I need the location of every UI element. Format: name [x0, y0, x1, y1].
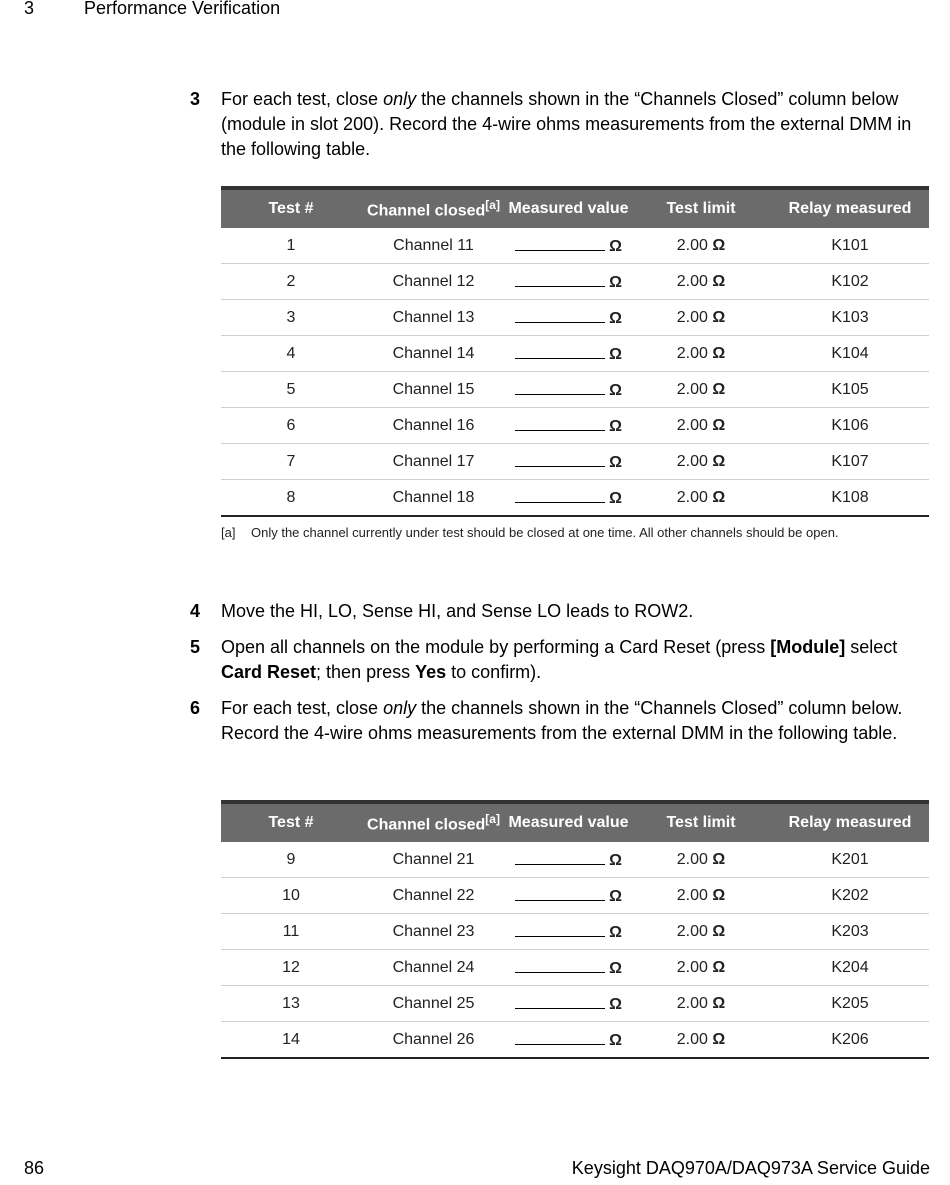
step-number: 6 — [190, 698, 201, 718]
cell-measured — [506, 1022, 631, 1059]
limit-value: 2.00 — [676, 452, 708, 470]
header-test: Test # — [221, 188, 361, 228]
blank-entry-line — [515, 1030, 605, 1045]
cell-limit — [631, 228, 771, 264]
table-footnote: [a] Only the channel currently under test should be closed at one time. All other channels should be open. — [221, 525, 839, 540]
cell-limit — [631, 842, 771, 878]
step-number: 3 — [190, 89, 201, 109]
cell-limit — [631, 336, 771, 372]
cell-relay: K104 — [771, 336, 929, 372]
limit-value: 2.00 — [676, 236, 708, 254]
step-text: For each test, close only the channels shown in the “Channels Closed” column below (module in slot 200). Record the 4-wire ohms measurements from the external DMM in the following table. — [221, 89, 912, 159]
cell-test: 8 — [221, 480, 361, 517]
table-row — [221, 444, 929, 480]
cell-channel: Channel 11 — [361, 228, 506, 264]
blank-entry-line — [515, 344, 605, 359]
cell-channel: Channel 15 — [361, 372, 506, 408]
cell-test: 10 — [221, 878, 361, 914]
blank-entry-line — [515, 994, 605, 1009]
cell-limit — [631, 264, 771, 300]
table-row — [221, 372, 929, 408]
ohm-unit: Ω — [712, 272, 726, 290]
header-channel: Channel closed[a] — [361, 802, 506, 842]
cell-channel: Channel 23 — [361, 914, 506, 950]
ohm-unit: Ω — [712, 236, 726, 254]
ohm-unit: Ω — [609, 237, 622, 255]
limit-value: 2.00 — [676, 416, 708, 434]
ohm-unit: Ω — [609, 417, 622, 435]
ohm-unit: Ω — [609, 489, 622, 507]
limit-value: 2.00 — [676, 994, 708, 1012]
blank-entry-line — [515, 488, 605, 503]
step-number: 4 — [190, 601, 201, 621]
ohm-unit: Ω — [609, 309, 622, 327]
header-relay: Relay measured — [771, 802, 929, 842]
cell-channel: Channel 13 — [361, 300, 506, 336]
header-limit: Test limit — [631, 188, 771, 228]
cell-measured — [506, 264, 631, 300]
limit-value: 2.00 — [676, 344, 708, 362]
blank-entry-line — [515, 416, 605, 431]
table-row — [221, 986, 929, 1022]
header-measured: Measured value — [506, 188, 631, 228]
cell-measured — [506, 444, 631, 480]
cell-measured — [506, 336, 631, 372]
limit-value: 2.00 — [676, 308, 708, 326]
ohm-unit: Ω — [609, 995, 622, 1013]
cell-limit — [631, 986, 771, 1022]
cell-limit — [631, 914, 771, 950]
ohm-unit: Ω — [609, 959, 622, 977]
cell-measured — [506, 842, 631, 878]
ohm-unit: Ω — [609, 273, 622, 291]
table-row — [221, 264, 929, 300]
ohm-unit: Ω — [712, 958, 726, 976]
cell-channel: Channel 18 — [361, 480, 506, 517]
cell-limit — [631, 480, 771, 517]
cell-test: 7 — [221, 444, 361, 480]
cell-relay: K202 — [771, 878, 929, 914]
table-row — [221, 300, 929, 336]
cell-test: 14 — [221, 1022, 361, 1059]
step-number: 5 — [190, 637, 201, 657]
footnote-marker: [a] — [485, 811, 500, 826]
table-header-row — [221, 802, 929, 842]
cell-limit — [631, 444, 771, 480]
cell-test: 4 — [221, 336, 361, 372]
footnote-marker: [a] — [485, 197, 500, 212]
ohm-unit: Ω — [712, 1030, 726, 1048]
cell-channel: Channel 16 — [361, 408, 506, 444]
cell-channel: Channel 26 — [361, 1022, 506, 1059]
cell-relay: K101 — [771, 228, 929, 264]
yes-label: Yes — [415, 662, 447, 682]
cell-test: 6 — [221, 408, 361, 444]
ohm-unit: Ω — [712, 488, 726, 506]
limit-value: 2.00 — [676, 488, 708, 506]
ohm-unit: Ω — [712, 416, 726, 434]
header-limit: Test limit — [631, 802, 771, 842]
cell-test: 13 — [221, 986, 361, 1022]
blank-entry-line — [515, 922, 605, 937]
cell-relay: K205 — [771, 986, 929, 1022]
page-number: 86 — [24, 1158, 45, 1178]
step-text: For each test, close only the channels shown in the “Channels Closed” column below. Record the 4-wire ohms measurements from the external DMM in the following table. — [221, 698, 903, 743]
table-row — [221, 408, 929, 444]
cell-channel: Channel 22 — [361, 878, 506, 914]
measurement-table-1 — [221, 186, 929, 517]
ohm-unit: Ω — [712, 308, 726, 326]
limit-value: 2.00 — [676, 958, 708, 976]
ohm-unit: Ω — [712, 344, 726, 362]
header-channel: Channel closed[a] — [361, 188, 506, 228]
cell-test: 5 — [221, 372, 361, 408]
card-reset-label: Card Reset — [221, 662, 317, 682]
table-row — [221, 878, 929, 914]
cell-relay: K203 — [771, 914, 929, 950]
cell-relay: K102 — [771, 264, 929, 300]
cell-relay: K204 — [771, 950, 929, 986]
header-relay: Relay measured — [771, 188, 929, 228]
chapter-number: 3 — [24, 0, 35, 18]
blank-entry-line — [515, 886, 605, 901]
cell-measured — [506, 300, 631, 336]
cell-test: 11 — [221, 914, 361, 950]
table-row — [221, 842, 929, 878]
cell-relay: K107 — [771, 444, 929, 480]
cell-channel: Channel 12 — [361, 264, 506, 300]
cell-relay: K105 — [771, 372, 929, 408]
ohm-unit: Ω — [712, 380, 726, 398]
limit-value: 2.00 — [676, 272, 708, 290]
cell-measured — [506, 986, 631, 1022]
cell-limit — [631, 408, 771, 444]
cell-measured — [506, 228, 631, 264]
module-key: [Module] — [770, 637, 846, 657]
limit-value: 2.00 — [676, 922, 708, 940]
blank-entry-line — [515, 850, 605, 865]
step-text: Move the HI, LO, Sense HI, and Sense LO leads to ROW2. — [221, 601, 694, 621]
cell-channel: Channel 17 — [361, 444, 506, 480]
table-row — [221, 914, 929, 950]
cell-limit — [631, 372, 771, 408]
table-row — [221, 336, 929, 372]
table-row — [221, 228, 929, 264]
cell-measured — [506, 408, 631, 444]
cell-limit — [631, 300, 771, 336]
ohm-unit: Ω — [609, 381, 622, 399]
cell-test: 3 — [221, 300, 361, 336]
cell-channel: Channel 25 — [361, 986, 506, 1022]
blank-entry-line — [515, 272, 605, 287]
cell-relay: K206 — [771, 1022, 929, 1059]
ohm-unit: Ω — [609, 851, 622, 869]
cell-test: 9 — [221, 842, 361, 878]
cell-measured — [506, 480, 631, 517]
cell-measured — [506, 950, 631, 986]
cell-channel: Channel 24 — [361, 950, 506, 986]
blank-entry-line — [515, 380, 605, 395]
limit-value: 2.00 — [676, 886, 708, 904]
measurement-table-2 — [221, 800, 929, 1059]
cell-test: 2 — [221, 264, 361, 300]
ohm-unit: Ω — [609, 345, 622, 363]
ohm-unit: Ω — [609, 453, 622, 471]
blank-entry-line — [515, 308, 605, 323]
cell-measured — [506, 372, 631, 408]
ohm-unit: Ω — [712, 994, 726, 1012]
guide-title: Keysight DAQ970A/DAQ973A Service Guide — [571, 1158, 930, 1178]
blank-entry-line — [515, 452, 605, 467]
ohm-unit: Ω — [712, 850, 726, 868]
cell-relay: K106 — [771, 408, 929, 444]
cell-measured — [506, 914, 631, 950]
cell-relay: K103 — [771, 300, 929, 336]
ohm-unit: Ω — [609, 887, 622, 905]
cell-relay: K201 — [771, 842, 929, 878]
cell-relay: K108 — [771, 480, 929, 517]
cell-channel: Channel 21 — [361, 842, 506, 878]
ohm-unit: Ω — [712, 922, 726, 940]
chapter-title: Performance Verification — [84, 0, 281, 18]
limit-value: 2.00 — [676, 850, 708, 868]
blank-entry-line — [515, 958, 605, 973]
ohm-unit: Ω — [609, 1031, 622, 1049]
ohm-unit: Ω — [712, 886, 726, 904]
step-text: Open all channels on the module by performing a Card Reset (press [Module] select Card Reset; then press Yes to confirm). — [221, 637, 898, 682]
header-measured: Measured value — [506, 802, 631, 842]
cell-test: 1 — [221, 228, 361, 264]
limit-value: 2.00 — [676, 380, 708, 398]
table-row — [221, 1022, 929, 1059]
cell-limit — [631, 950, 771, 986]
header-test: Test # — [221, 802, 361, 842]
cell-limit — [631, 1022, 771, 1059]
cell-limit — [631, 878, 771, 914]
limit-value: 2.00 — [676, 1030, 708, 1048]
cell-test: 12 — [221, 950, 361, 986]
cell-channel: Channel 14 — [361, 336, 506, 372]
table-row — [221, 950, 929, 986]
blank-entry-line — [515, 236, 605, 251]
table-row — [221, 480, 929, 517]
ohm-unit: Ω — [712, 452, 726, 470]
cell-measured — [506, 878, 631, 914]
ohm-unit: Ω — [609, 923, 622, 941]
table-header-row — [221, 188, 929, 228]
